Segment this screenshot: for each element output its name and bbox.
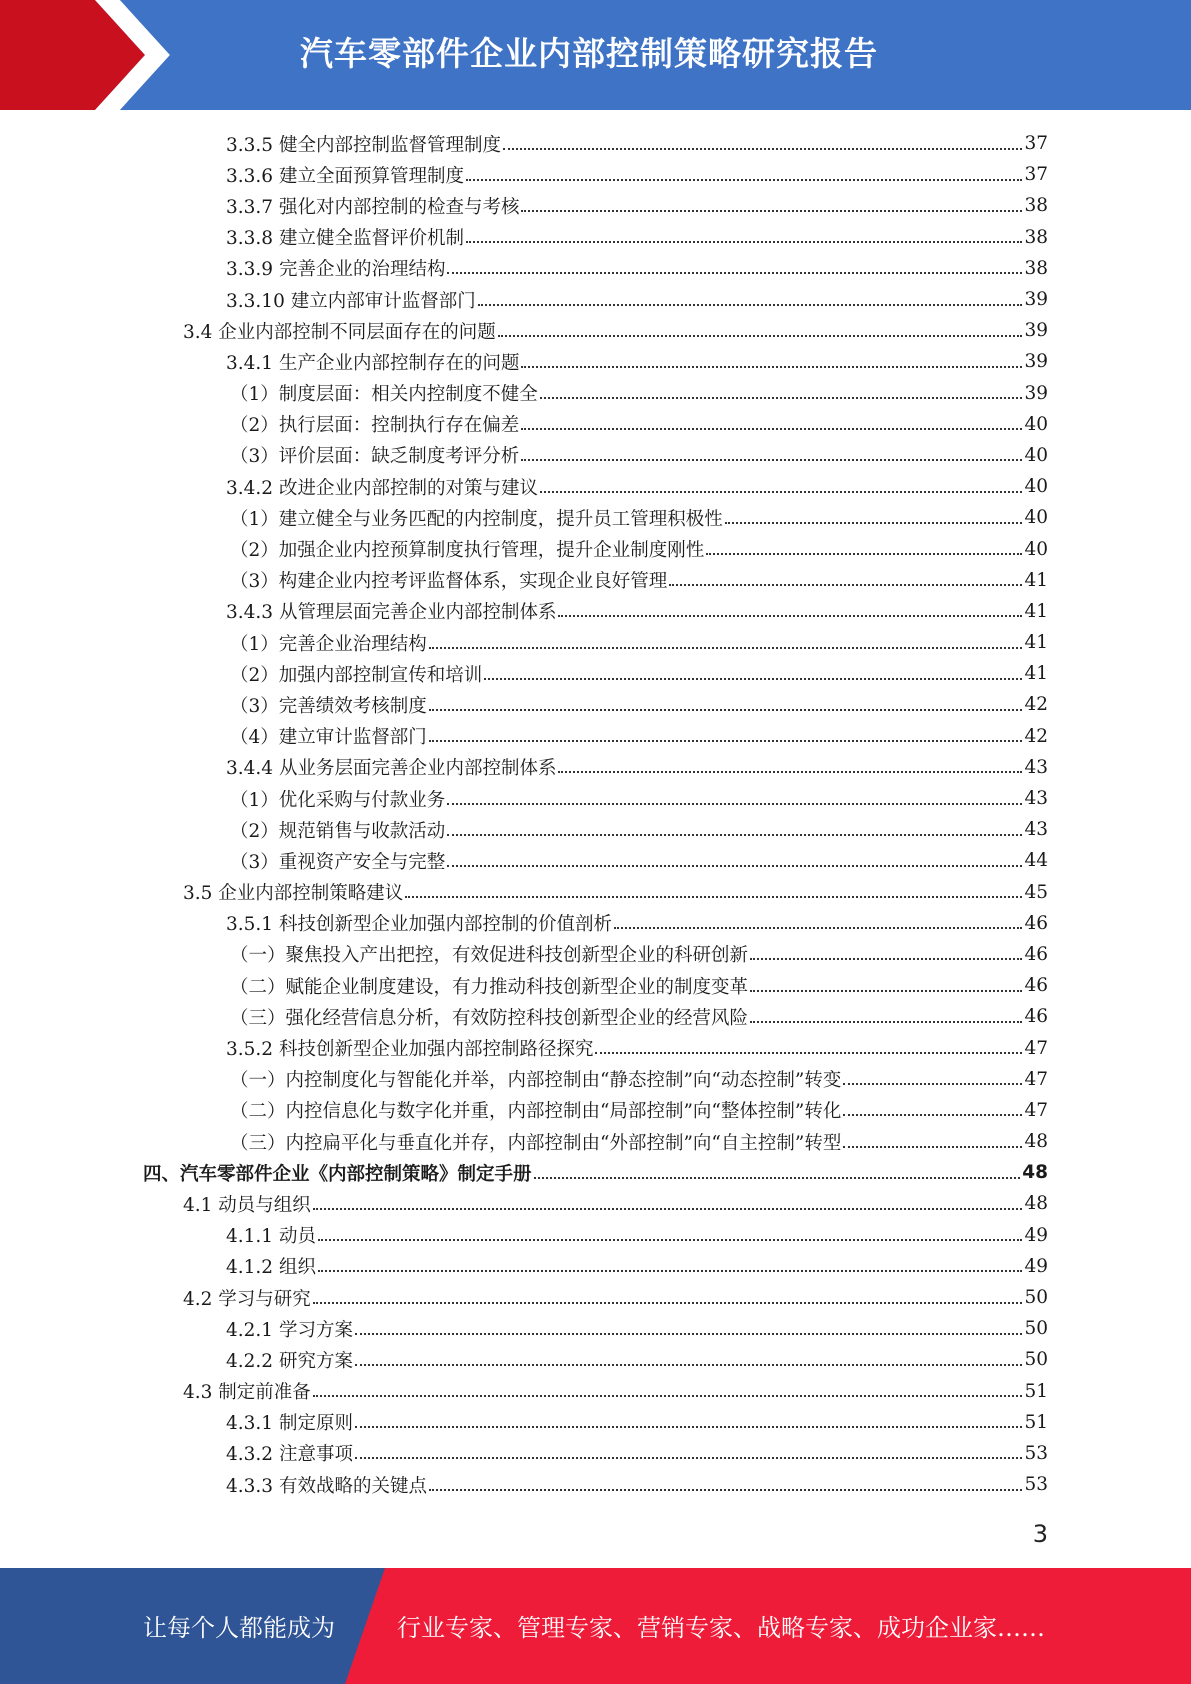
toc-entry-page: 39 xyxy=(1024,351,1048,373)
toc-dot-leader xyxy=(521,459,1022,461)
toc-entry-page: 41 xyxy=(1024,600,1048,622)
toc-entry-title: 4.1.2 组织 xyxy=(226,1257,316,1279)
toc-entry-title: 4.2.2 研究方案 xyxy=(226,1350,353,1372)
toc-entry-title: 4.3.1 制定原则 xyxy=(226,1413,353,1435)
toc-entry-title: （三）强化经营信息分析，有效防控科技创新型企业的经营风险 xyxy=(230,1007,749,1029)
toc-entry-title: 4.3.3 有效战略的关键点 xyxy=(226,1475,427,1497)
toc-entry-title: （三）内控扁平化与垂直化并存，内部控制由“外部控制”向“自主控制”转型 xyxy=(230,1132,842,1154)
toc-entry[interactable] xyxy=(0,315,1191,346)
toc-entry-page: 51 xyxy=(1024,1411,1048,1433)
toc-entry[interactable] xyxy=(0,627,1191,658)
toc-entry-page: 48 xyxy=(1024,1193,1048,1215)
page-number: 3 xyxy=(1032,1520,1048,1548)
toc-entry-title: （3）重视资产安全与完整 xyxy=(230,851,446,873)
toc-entry-title: （1）制度层面：相关内控制度不健全 xyxy=(230,384,538,406)
toc-entry-title: （3）完善绩效考核制度 xyxy=(230,695,427,717)
toc-entry[interactable] xyxy=(0,908,1191,939)
toc-dot-leader xyxy=(521,428,1022,430)
toc-entry[interactable] xyxy=(0,1032,1191,1063)
toc-dot-leader xyxy=(405,896,1022,898)
toc-entry-title: （2）加强内部控制宣传和培训 xyxy=(230,664,483,686)
toc-entry-page: 40 xyxy=(1024,538,1048,560)
toc-entry[interactable] xyxy=(0,1188,1191,1219)
toc-entry-page: 46 xyxy=(1024,1006,1048,1028)
toc-entry-title: 4.2.1 学习方案 xyxy=(226,1319,353,1341)
toc-entry-title: 3.3.7 强化对内部控制的检查与考核 xyxy=(226,196,520,218)
toc-entry-title: 3.4.3 从管理层面完善企业内部控制体系 xyxy=(226,602,557,624)
toc-dot-leader xyxy=(429,1489,1022,1491)
toc-entry-title: （1）建立健全与业务匹配的内控制度，提升员工管理积极性 xyxy=(230,508,723,530)
toc-dot-leader xyxy=(558,615,1022,617)
toc-entry-page: 39 xyxy=(1024,320,1048,342)
toc-entry[interactable] xyxy=(0,440,1191,471)
toc-dot-leader xyxy=(498,335,1023,337)
toc-entry[interactable] xyxy=(0,1064,1191,1095)
toc-entry-title: （二）赋能企业制度建设，有力推动科技创新型企业的制度变革 xyxy=(230,976,749,998)
toc-dot-leader xyxy=(540,491,1022,493)
toc-entry[interactable] xyxy=(0,1407,1191,1438)
toc-entry-title: （2）规范销售与收款活动 xyxy=(230,820,446,842)
toc-entry-title: 3.3.5 健全内部控制监督管理制度 xyxy=(226,134,501,156)
toc-entry-page: 38 xyxy=(1024,226,1048,248)
toc-entry-page: 49 xyxy=(1024,1255,1048,1277)
toc-entry-page: 40 xyxy=(1024,413,1048,435)
toc-entry[interactable] xyxy=(0,253,1191,284)
toc-entry[interactable] xyxy=(0,814,1191,845)
toc-entry[interactable] xyxy=(0,1313,1191,1344)
toc-dot-leader xyxy=(447,834,1022,836)
toc-entry-page: 50 xyxy=(1024,1287,1048,1309)
footer-slogan-left: 让每个人都能成为 xyxy=(143,1614,335,1642)
toc-dot-leader xyxy=(313,1395,1023,1397)
toc-entry-title: （4）建立审计监督部门 xyxy=(230,727,427,749)
toc-dot-leader xyxy=(313,1208,1023,1210)
toc-entry[interactable] xyxy=(0,1095,1191,1126)
toc-entry-page: 53 xyxy=(1024,1442,1048,1464)
toc-dot-leader xyxy=(313,1302,1023,1304)
toc-entry-title: 4.1 动员与组织 xyxy=(183,1194,311,1216)
toc-entry-title: （1）完善企业治理结构 xyxy=(230,633,427,655)
toc-entry[interactable] xyxy=(0,783,1191,814)
toc-entry-title: （1）优化采购与付款业务 xyxy=(230,789,446,811)
toc-entry-page: 40 xyxy=(1024,507,1048,529)
toc-entry[interactable] xyxy=(0,190,1191,221)
toc-entry-page: 51 xyxy=(1024,1380,1048,1402)
toc-entry-page: 50 xyxy=(1024,1318,1048,1340)
toc-dot-leader xyxy=(355,1426,1023,1428)
toc-entry[interactable] xyxy=(0,596,1191,627)
toc-entry[interactable] xyxy=(0,689,1191,720)
toc-dot-leader xyxy=(725,522,1023,524)
toc-entry[interactable] xyxy=(0,502,1191,533)
toc-entry-title: 4.1.1 动员 xyxy=(226,1226,316,1248)
toc-dot-leader xyxy=(447,272,1022,274)
toc-dot-leader xyxy=(540,397,1023,399)
toc-entry-page: 41 xyxy=(1024,632,1048,654)
toc-entry[interactable] xyxy=(0,284,1191,315)
toc-dot-leader xyxy=(521,366,1022,368)
toc-entry[interactable] xyxy=(0,658,1191,689)
toc-entry-title: （一）内控制度化与智能化并举，内部控制由“静态控制”向“动态控制”转变 xyxy=(230,1070,842,1092)
toc-entry[interactable] xyxy=(0,471,1191,502)
toc-entry-title: 3.3.10 建立内部审计监督部门 xyxy=(226,290,476,312)
toc-entry-title: 3.4.2 改进企业内部控制的对策与建议 xyxy=(226,477,538,499)
toc-dot-leader xyxy=(318,1270,1023,1272)
toc-entry-page: 47 xyxy=(1024,1037,1048,1059)
toc-entry-title: 3.5.2 科技创新型企业加强内部控制路径探究 xyxy=(226,1039,594,1061)
toc-entry-title: （一）聚焦投入产出把控，有效促进科技创新型企业的科研创新 xyxy=(230,945,749,967)
toc-entry-page: 48 xyxy=(1022,1162,1048,1184)
toc-entry-title: 3.5 企业内部控制策略建议 xyxy=(183,883,404,905)
toc-entry-page: 40 xyxy=(1024,476,1048,498)
toc-dot-leader xyxy=(595,1052,1022,1054)
header-bar xyxy=(0,0,1191,110)
toc-entry-title: （3）评价层面：缺乏制度考评分析 xyxy=(230,446,520,468)
toc-dot-leader xyxy=(355,1364,1023,1366)
toc-dot-leader xyxy=(750,990,1022,992)
toc-entry-title: （二）内控信息化与数字化并重，内部控制由“局部控制”向“整体控制”转化 xyxy=(230,1101,842,1123)
toc-entry-page: 42 xyxy=(1024,725,1048,747)
toc-entry-page: 44 xyxy=(1024,850,1048,872)
toc-entry-page: 47 xyxy=(1024,1068,1048,1090)
footer-banner xyxy=(0,1568,1191,1684)
toc-dot-leader xyxy=(429,709,1023,711)
toc-entry[interactable] xyxy=(0,845,1191,876)
toc-dot-leader xyxy=(429,740,1023,742)
report-title: 汽车零部件企业内部控制策略研究报告 xyxy=(300,34,878,73)
toc-dot-leader xyxy=(466,241,1022,243)
toc-entry-title: 3.4.4 从业务层面完善企业内部控制体系 xyxy=(226,758,557,780)
toc-entry-page: 39 xyxy=(1024,289,1048,311)
toc-dot-leader xyxy=(750,958,1022,960)
toc-entry[interactable] xyxy=(0,565,1191,596)
toc-entry[interactable] xyxy=(0,378,1191,409)
toc-entry-title: 3.3.8 建立健全监督评价机制 xyxy=(226,228,464,250)
toc-entry[interactable] xyxy=(0,1220,1191,1251)
toc-dot-leader xyxy=(447,865,1022,867)
toc-dot-leader xyxy=(466,179,1022,181)
toc-entry[interactable] xyxy=(0,1438,1191,1469)
footer-slogan-right: 行业专家、管理专家、营销专家、战略专家、成功企业家…… xyxy=(397,1614,1045,1642)
table-of-contents xyxy=(0,128,1191,1500)
toc-entry-title: 3.4.1 生产企业内部控制存在的问题 xyxy=(226,352,520,374)
toc-entry-page: 37 xyxy=(1024,164,1048,186)
toc-entry-page: 41 xyxy=(1024,569,1048,591)
toc-entry-page: 47 xyxy=(1024,1099,1048,1121)
toc-entry[interactable] xyxy=(0,409,1191,440)
toc-dot-leader xyxy=(447,803,1022,805)
toc-entry-page: 38 xyxy=(1024,195,1048,217)
toc-entry[interactable] xyxy=(0,1157,1191,1188)
toc-entry-page: 46 xyxy=(1024,912,1048,934)
toc-entry[interactable] xyxy=(0,970,1191,1001)
toc-entry-title: （2）加强企业内控预算制度执行管理，提升企业制度刚性 xyxy=(230,540,705,562)
toc-dot-leader xyxy=(521,210,1022,212)
toc-entry-title: （2）执行层面：控制执行存在偏差 xyxy=(230,415,520,437)
toc-entry-page: 50 xyxy=(1024,1349,1048,1371)
toc-dot-leader xyxy=(355,1333,1023,1335)
toc-entry-title: 3.4 企业内部控制不同层面存在的问题 xyxy=(183,321,496,343)
toc-dot-leader xyxy=(843,1114,1022,1116)
toc-entry[interactable] xyxy=(0,159,1191,190)
toc-entry-page: 53 xyxy=(1024,1474,1048,1496)
toc-entry-page: 40 xyxy=(1024,444,1048,466)
toc-entry[interactable] xyxy=(0,222,1191,253)
toc-entry[interactable] xyxy=(0,128,1191,159)
toc-entry[interactable] xyxy=(0,346,1191,377)
toc-entry-page: 43 xyxy=(1024,788,1048,810)
toc-entry-page: 46 xyxy=(1024,943,1048,965)
toc-entry-page: 43 xyxy=(1024,756,1048,778)
toc-entry[interactable] xyxy=(0,533,1191,564)
toc-entry-page: 49 xyxy=(1024,1224,1048,1246)
toc-dot-leader xyxy=(355,1457,1023,1459)
toc-entry-title: （3）构建企业内控考评监督体系，实现企业良好管理 xyxy=(230,571,668,593)
toc-dot-leader xyxy=(843,1146,1022,1148)
toc-entry-page: 41 xyxy=(1024,663,1048,685)
toc-dot-leader xyxy=(706,553,1022,555)
toc-entry[interactable] xyxy=(0,939,1191,970)
toc-dot-leader xyxy=(534,1177,1021,1179)
toc-entry-page: 42 xyxy=(1024,694,1048,716)
toc-dot-leader xyxy=(843,1083,1022,1085)
toc-entry-title: 4.3.2 注意事项 xyxy=(226,1444,353,1466)
toc-entry[interactable] xyxy=(0,752,1191,783)
toc-entry-title: 四、汽车零部件企业《内部控制策略》制定手册 xyxy=(143,1163,532,1185)
toc-entry[interactable] xyxy=(0,721,1191,752)
toc-dot-leader xyxy=(318,1239,1023,1241)
toc-entry-page: 46 xyxy=(1024,975,1048,997)
toc-entry-title: 3.3.6 建立全面预算管理制度 xyxy=(226,165,464,187)
toc-dot-leader xyxy=(614,927,1022,929)
toc-entry-title: 3.5.1 科技创新型企业加强内部控制的价值剖析 xyxy=(226,914,612,936)
toc-entry[interactable] xyxy=(0,1282,1191,1313)
toc-entry-page: 39 xyxy=(1024,382,1048,404)
toc-entry[interactable] xyxy=(0,1344,1191,1375)
toc-entry[interactable] xyxy=(0,1376,1191,1407)
toc-entry-title: 4.2 学习与研究 xyxy=(183,1288,311,1310)
toc-entry-page: 37 xyxy=(1024,133,1048,155)
toc-entry-title: 3.3.9 完善企业的治理结构 xyxy=(226,259,446,281)
toc-entry[interactable] xyxy=(0,877,1191,908)
toc-dot-leader xyxy=(503,148,1022,150)
toc-entry-page: 48 xyxy=(1024,1131,1048,1153)
toc-dot-leader xyxy=(558,771,1022,773)
toc-entry-title: 4.3 制定前准备 xyxy=(183,1382,311,1404)
toc-entry[interactable] xyxy=(0,1126,1191,1157)
toc-entry[interactable] xyxy=(0,1251,1191,1282)
toc-dot-leader xyxy=(429,647,1023,649)
toc-dot-leader xyxy=(750,1021,1022,1023)
toc-entry-page: 43 xyxy=(1024,819,1048,841)
toc-dot-leader xyxy=(478,304,1023,306)
toc-entry-page: 45 xyxy=(1024,881,1048,903)
toc-entry[interactable] xyxy=(0,1001,1191,1032)
toc-dot-leader xyxy=(484,678,1022,680)
toc-entry[interactable] xyxy=(0,1469,1191,1500)
toc-dot-leader xyxy=(669,584,1022,586)
toc-entry-page: 38 xyxy=(1024,257,1048,279)
